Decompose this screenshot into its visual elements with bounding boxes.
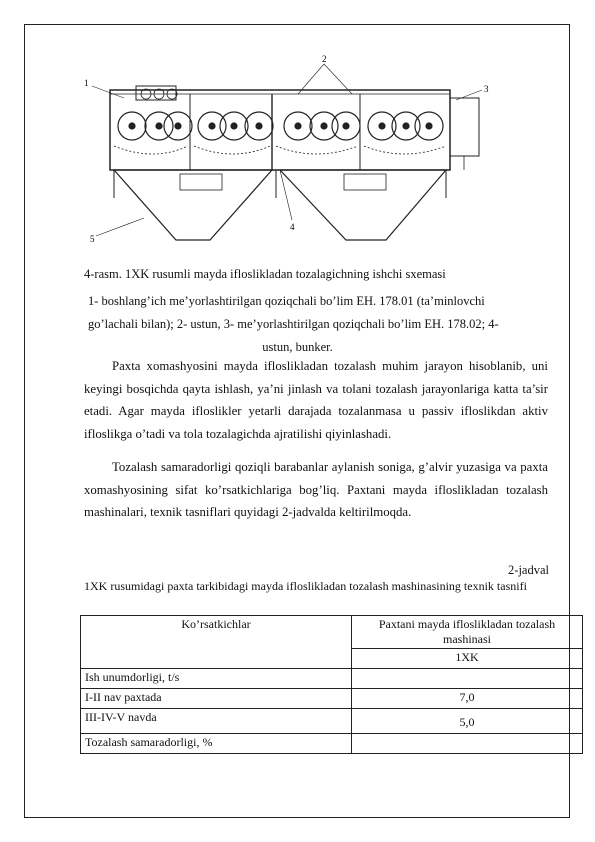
body-paragraph-1: Paxta xomashyosini mayda ifloslikladan tozalash muhim jarayon hisoblanib, uni keyingi bosqichda qayta ishlash, ya’ni jinlash va tolani tozalash jarayonlariga katta ta’sir etadi. Agar mayda ifloslikler yetarli darajada tozalanmasa u passiv ifloslikdan aktiv ifloslikga o’tadi va tola tozalagichda ajratilishi qiyinlashadi. — [84, 359, 548, 441]
figure-legend-line-1: 1- boshlang’ich me’yorlashtirilgan qoziqchali bo’lim EH. 178.01 (ta’minlovchi — [88, 294, 485, 308]
table-row — [81, 689, 583, 709]
row-value: 7,0 — [352, 689, 583, 709]
row-label: Ish unumdorligi, t/s — [81, 669, 352, 689]
header-indicators: Ko’rsatkichlar — [81, 616, 352, 669]
figure-label-2: 2 — [322, 54, 327, 64]
figure-legend-line-3: ustun, bunker. — [262, 340, 333, 354]
table-header-row — [81, 616, 583, 649]
figure-label-1: 1 — [84, 78, 89, 88]
header-machine: Paxtani mayda ifloslikladan tozalash mashinasi — [352, 616, 583, 649]
figure-label-5: 5 — [90, 234, 95, 244]
figure-legend-line-2: go’lachali bilan); 2- ustun, 3- me’yorlashtirilgan qoziqchali bo’lim EH. 178.02; 4- — [88, 317, 499, 331]
body-paragraph-2: Tozalash samaradorligi qoziqli barabanlar aylanish soniga, g’alvir yuzasiga va paxta xomashyosining sifat ko’rsatkichlariga bog’liq. Paxtani mayda ifloslikladan tozalash mashinalari, texnik tasniflari quyidagi 2-jadvalda keltirilmoqda. — [84, 460, 548, 519]
row-label: Tozalash samaradorligi, % — [81, 734, 352, 754]
table-caption: 1XK rusumidagi paxta tarkibidagi mayda ifloslikladan tozalash mashinasining texnik tasnifi — [84, 579, 527, 593]
table-number: 2-jadval — [508, 563, 549, 577]
row-value — [352, 734, 583, 754]
row-label: I-II nav paxtada — [81, 689, 352, 709]
table-row — [81, 669, 583, 689]
cleaner-schematic-figure — [84, 50, 504, 250]
figure-label-4: 4 — [290, 222, 295, 232]
table-row — [81, 734, 583, 754]
row-value: 5,0 — [352, 709, 583, 734]
row-label: III-IV-V navda — [81, 709, 352, 734]
table-row — [81, 709, 583, 734]
figure-caption: 4-rasm. 1XK rusumli mayda ifloslikladan tozalagichning ishchi sxemasi — [84, 267, 446, 281]
subheader-model: 1XK — [352, 649, 583, 669]
figure-label-3: 3 — [484, 84, 489, 94]
specs-table — [80, 615, 583, 754]
row-value — [352, 669, 583, 689]
